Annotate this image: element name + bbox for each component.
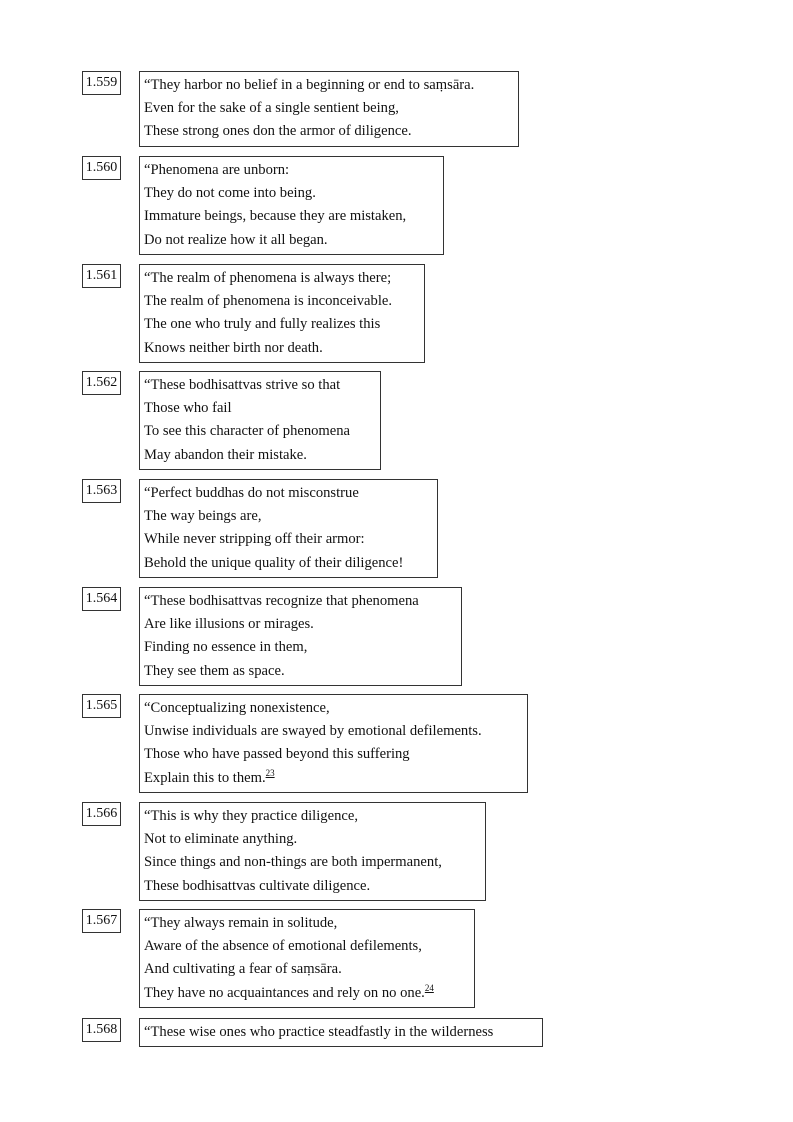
verse-line: They see them as space. — [144, 662, 285, 679]
verse-line: Those who fail — [144, 400, 232, 417]
verse-line: Finding no essence in them, — [144, 639, 308, 656]
verse-text-box — [139, 802, 486, 901]
verse-line: The realm of phenomena is inconceivable. — [144, 293, 392, 310]
verse-text-box — [139, 909, 475, 1008]
verse-line: Unwise individuals are swayed by emotional defilements. — [144, 723, 482, 740]
verse-line: Not to eliminate anything. — [144, 831, 298, 848]
verse-number: 1.565 — [82, 694, 121, 718]
verse-text-box — [139, 264, 425, 363]
verse-line: Behold the unique quality of their diligence! — [144, 554, 404, 571]
verse-number: 1.559 — [82, 71, 121, 95]
verse-line: “This is why they practice diligence, — [144, 808, 358, 824]
footnote-link[interactable]: 23 — [265, 767, 275, 778]
verse-number: 1.568 — [82, 1018, 121, 1042]
verse-text-box — [139, 71, 519, 147]
verse-line: “Phenomena are unborn: — [144, 162, 290, 178]
verse-line: “They harbor no belief in a beginning or end to saṃsāra. — [144, 77, 475, 93]
verse-line: And cultivating a fear of saṃsāra. — [144, 961, 342, 978]
verse-line: Are like illusions or mirages. — [144, 616, 314, 633]
verse-number: 1.560 — [82, 156, 121, 180]
verse-line: May abandon their mistake. — [144, 446, 307, 463]
verse-line: Aware of the absence of emotional defilements, — [144, 938, 422, 955]
verse-line: The way beings are, — [144, 508, 262, 525]
verse-text-box — [139, 1018, 543, 1047]
verse-line: “The realm of phenomena is always there; — [144, 270, 392, 286]
verse-line: Even for the sake of a single sentient being, — [144, 100, 399, 117]
verse-text-box — [139, 587, 462, 686]
verse-line: These strong ones don the armor of diligence. — [144, 123, 412, 140]
verse-line — [144, 767, 523, 790]
verse-line: Since things and non-things are both impermanent, — [144, 854, 442, 871]
verse-number: 1.562 — [82, 371, 121, 395]
verse-line: “Conceptualizing nonexistence, — [144, 700, 330, 716]
verse-line: To see this character of phenomena — [144, 423, 351, 440]
verse-number: 1.561 — [82, 264, 121, 288]
verse-text-box — [139, 156, 444, 255]
verse-line: “Perfect buddhas do not misconstrue — [144, 485, 359, 501]
verse-number: 1.564 — [82, 587, 121, 611]
verse-number: 1.566 — [82, 802, 121, 826]
verse-line: Do not realize how it all began. — [144, 231, 328, 248]
verse-text-box — [139, 371, 381, 470]
verse-line: The one who truly and fully realizes this — [144, 316, 381, 333]
verse-text-box — [139, 479, 438, 578]
verse-line-text: Explain this to them. — [144, 769, 266, 786]
verse-line — [144, 982, 470, 1005]
verse-line: “These bodhisattvas recognize that phenomena — [144, 593, 419, 609]
verse-line: Those who have passed beyond this suffering — [144, 746, 410, 763]
footnote-link[interactable]: 24 — [424, 982, 434, 993]
verse-line: “These wise ones who practice steadfastly in the wilderness — [144, 1024, 494, 1040]
verse-number: 1.563 — [82, 479, 121, 503]
verse-line: Immature beings, because they are mistaken, — [144, 208, 407, 225]
verse-text-box — [139, 694, 528, 793]
verse-line: These bodhisattvas cultivate diligence. — [144, 877, 371, 894]
verse-line: “They always remain in solitude, — [144, 915, 338, 931]
verse-line-text: They have no acquaintances and rely on no one. — [144, 984, 425, 1001]
verse-number: 1.567 — [82, 909, 121, 933]
verse-line: They do not come into being. — [144, 185, 316, 202]
verse-line: “These bodhisattvas strive so that — [144, 377, 341, 393]
verse-line: Knows neither birth nor death. — [144, 339, 323, 356]
verse-line: While never stripping off their armor: — [144, 531, 365, 548]
